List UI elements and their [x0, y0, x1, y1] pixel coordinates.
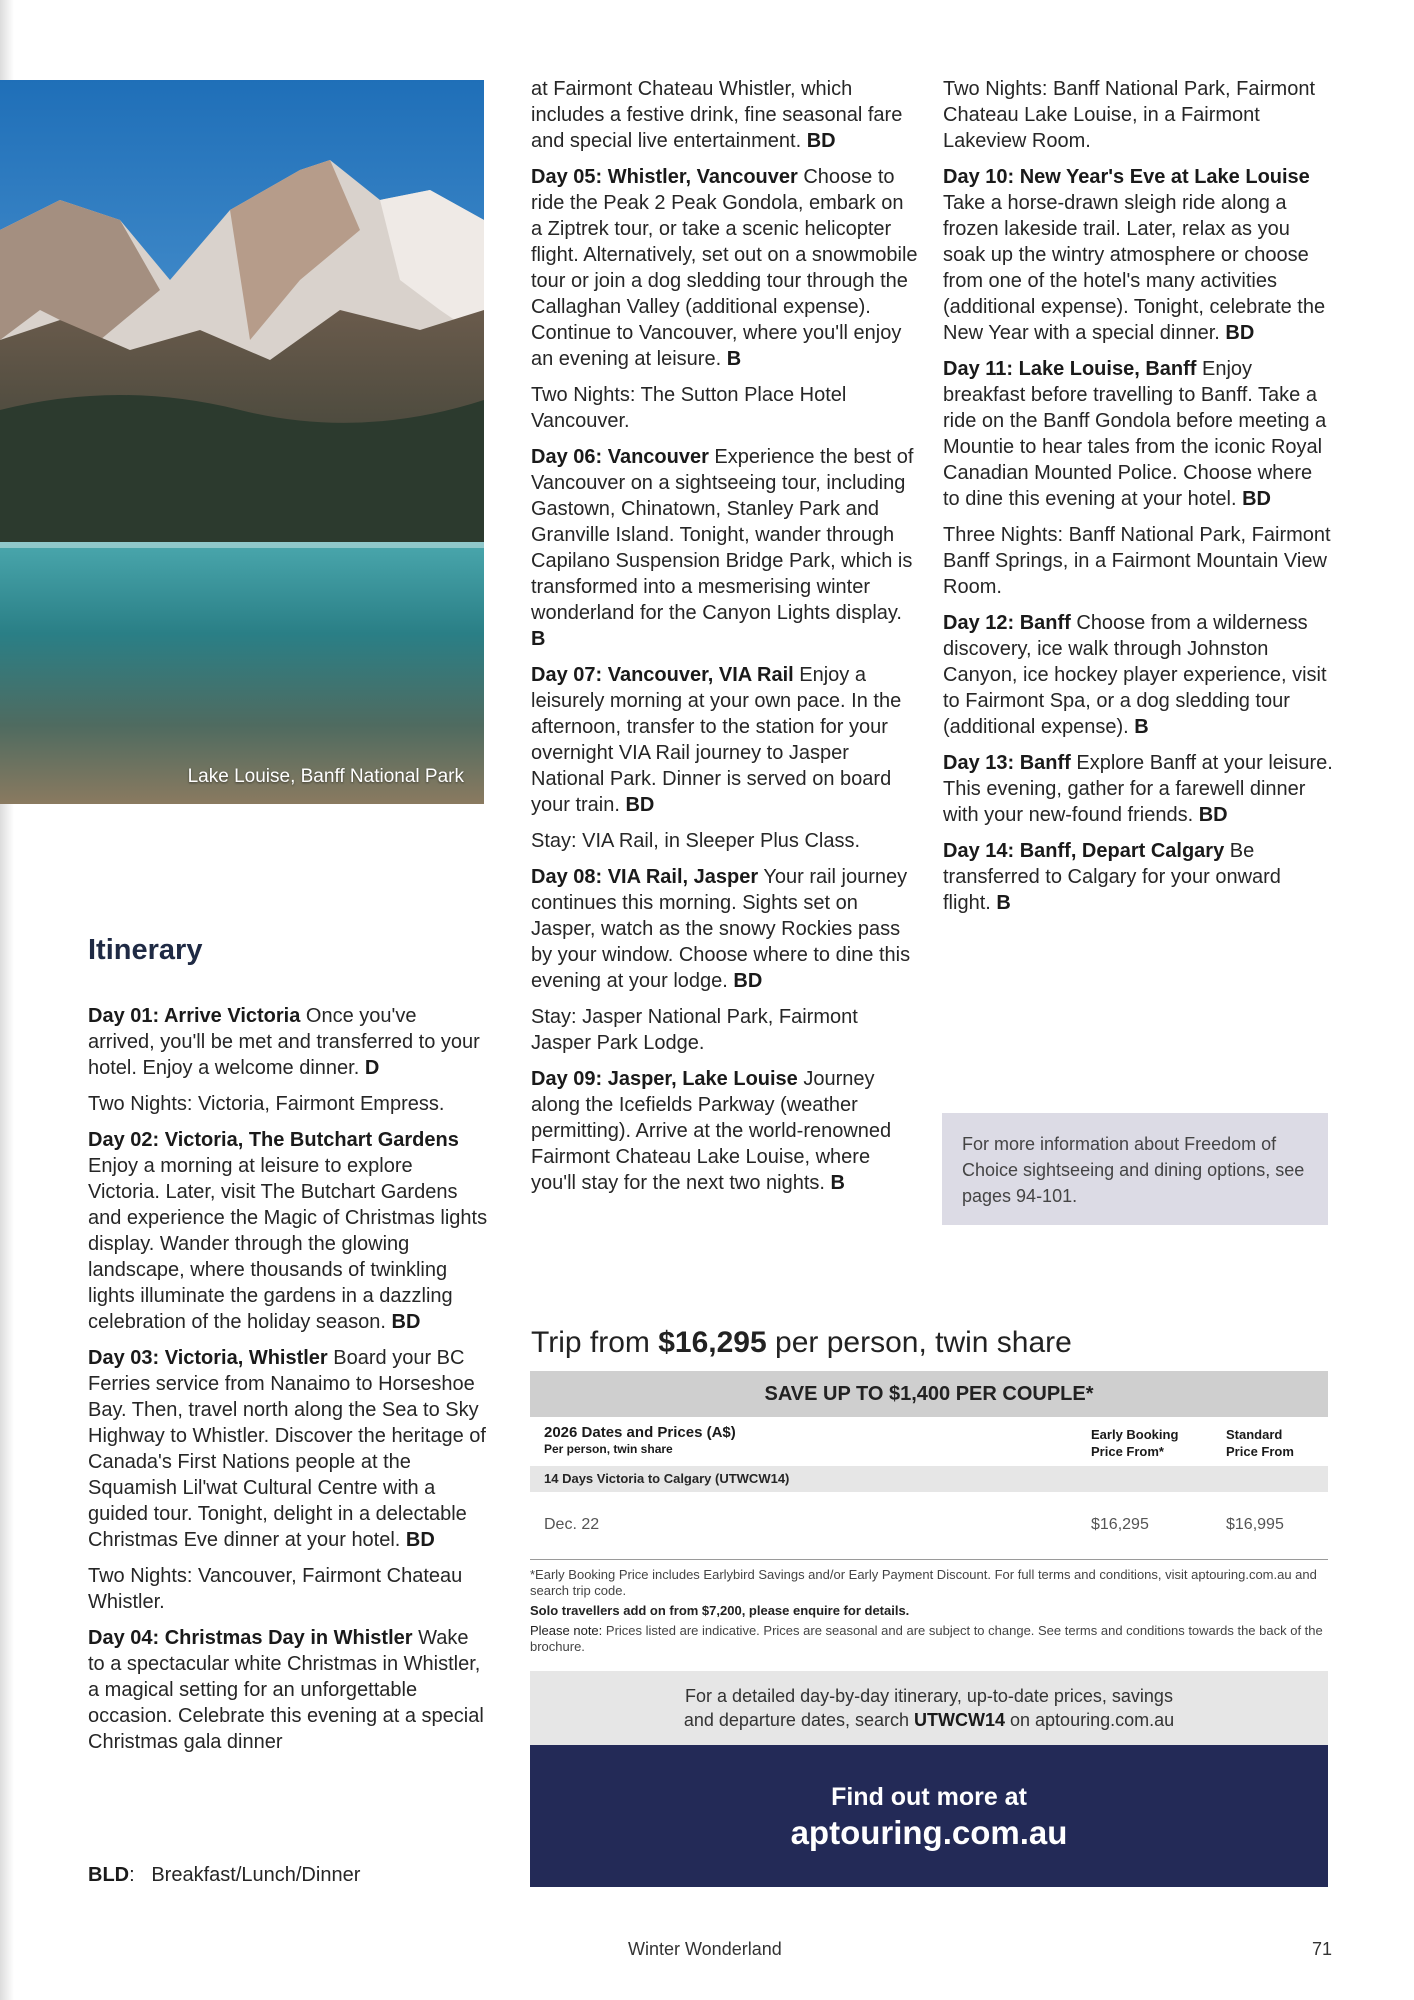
- meals-code: B: [996, 892, 1011, 914]
- meals-code: B: [1134, 716, 1149, 738]
- meals-code: BD: [1242, 488, 1271, 510]
- day-heading: Day 06: Vancouver: [531, 446, 709, 468]
- day-description: Three Nights: Banff National Park, Fairmont Banff Springs, in a Fairmont Mountain View Room.: [943, 524, 1331, 598]
- early-header-line1: Early Booking: [1091, 1427, 1179, 1442]
- itinerary-paragraph: [88, 1345, 488, 1553]
- itinerary-paragraph: [88, 1625, 488, 1755]
- itinerary-paragraph: [943, 750, 1333, 828]
- meals-code: BD: [405, 1529, 435, 1551]
- meals-code: BD: [806, 130, 836, 152]
- meals-code: B: [726, 348, 742, 370]
- itinerary-paragraph: [943, 164, 1333, 346]
- itinerary-paragraph: [531, 864, 919, 994]
- day-description: Wake to a spectacular white Christmas in Whistler, a magical setting for an unforgettable occasion. Celebrate this evening at a special Christmas gala dinner: [88, 1627, 484, 1753]
- save-banner: SAVE UP TO $1,400 PER COUPLE*: [530, 1371, 1328, 1417]
- day-heading: Day 05: Whistler, Vancouver: [531, 166, 798, 188]
- meals-code: B: [830, 1172, 845, 1194]
- day-description: Two Nights: Banff National Park, Fairmont Chateau Lake Louise, in a Fairmont Lakeview Room.: [943, 78, 1316, 152]
- footer-section-title: Winter Wonderland: [628, 1939, 782, 1959]
- early-booking-note: *Early Booking Price includes Earlybird Savings and/or Early Payment Discount. For full terms and conditions, visit aptouring.com.au and search trip code.: [530, 1567, 1317, 1598]
- trip-code-row: 14 Days Victoria to Calgary (UTWCW14): [530, 1466, 1328, 1492]
- itinerary-paragraph: [943, 838, 1333, 916]
- table-divider: [530, 1559, 1328, 1560]
- itinerary-title: Itinerary: [88, 934, 203, 966]
- please-note-text: Prices listed are indicative. Prices are seasonal and are subject to change. See terms and conditions towards the back of the brochure.: [530, 1623, 1323, 1654]
- day-heading: Day 02: Victoria, The Butchart Gardens: [88, 1129, 459, 1151]
- day-heading: Day 03: Victoria, Whistler: [88, 1347, 328, 1369]
- itinerary-paragraph: [943, 76, 1333, 154]
- itinerary-paragraph: [531, 662, 919, 818]
- table-header-sub: Per person, twin share: [544, 1442, 673, 1456]
- day-description: Enjoy a leisurely morning at your own pace. In the afternoon, transfer to the station for your overnight VIA Rail journey to Jasper National Park. Dinner is served on board your train.: [531, 664, 902, 816]
- meals-code: BD: [1225, 322, 1255, 344]
- day-description: Two Nights: The Sutton Place Hotel Vancouver.: [531, 384, 847, 432]
- trip-prefix: Trip from: [531, 1326, 659, 1359]
- cta-line1: Find out more at: [831, 1783, 1027, 1811]
- meals-code: BD: [625, 794, 655, 816]
- itinerary-column-1: [88, 1003, 488, 1765]
- trip-suffix: per person, twin share: [766, 1326, 1072, 1359]
- day-description: Take a horse-drawn sleigh ride along a frozen lakeside trail. Later, relax as you soak up the wintry atmosphere or choose from one of the hotel's many activities (additional expense). Tonight, celebrate the New Year with a special dinner.: [943, 192, 1326, 344]
- day-heading: Day 10: New Year's Eve at Lake Louise: [943, 166, 1310, 188]
- early-booking-price: $16,295: [1091, 1516, 1149, 1533]
- day-description: Choose from a wilderness discovery, ice walk through Johnston Canyon, ice hockey player experience, visit to Fairmont Spa, or a dog sledding tour (additional expense).: [943, 612, 1327, 738]
- itinerary-paragraph: [943, 522, 1333, 600]
- detail-line1: For a detailed day-by-day itinerary, up-to-date prices, savings: [685, 1686, 1173, 1706]
- meals-legend-text: Breakfast/Lunch/Dinner: [151, 1864, 361, 1886]
- meals-code: BD: [733, 970, 763, 992]
- standard-header-line1: Standard: [1226, 1427, 1283, 1442]
- trip-price-headline: [531, 1326, 1072, 1360]
- day-description: Enjoy a morning at leisure to explore Victoria. Later, visit The Butchart Gardens and experience the Magic of Christmas lights display. Wander through the glowing landscape, where thousands of twinkling lights illuminate the gardens in a dazzling celebration of the holiday season.: [88, 1155, 488, 1333]
- day-description: Be transferred to Calgary for your onward flight.: [943, 840, 1281, 914]
- day-heading: Day 13: Banff: [943, 752, 1071, 774]
- early-header-line2: Price From*: [1091, 1444, 1164, 1459]
- day-heading: Day 08: VIA Rail, Jasper: [531, 866, 759, 888]
- early-booking-header: [1091, 1426, 1178, 1460]
- detailed-itinerary-banner: [530, 1671, 1328, 1745]
- day-heading: Day 01: Arrive Victoria: [88, 1005, 301, 1027]
- itinerary-paragraph: [531, 828, 919, 854]
- day-heading: Day 04: Christmas Day in Whistler: [88, 1627, 413, 1649]
- itinerary-column-3: [943, 76, 1333, 926]
- itinerary-paragraph: [943, 356, 1333, 512]
- itinerary-paragraph: [531, 164, 919, 372]
- meals-legend-code: BLD: [88, 1864, 130, 1886]
- table-header-title: 2026 Dates and Prices (A$): [544, 1424, 736, 1441]
- day-description: Your rail journey continues this morning. Sights set on Jasper, watch as the snowy Rockies pass by your window. Choose where to dine this evening at your lodge.: [531, 866, 911, 992]
- solo-traveller-note: Solo travellers add on from $7,200, please enquire for details.: [530, 1603, 910, 1618]
- itinerary-paragraph: [531, 1004, 919, 1056]
- day-heading: Day 07: Vancouver, VIA Rail: [531, 664, 794, 686]
- standard-price-header: [1226, 1426, 1294, 1460]
- meals-code: D: [364, 1057, 380, 1079]
- meals-legend: [88, 1864, 360, 1887]
- day-description: at Fairmont Chateau Whistler, which includes a festive drink, fine seasonal fare and special live entertainment.: [531, 78, 903, 152]
- pricing-notes: [530, 1567, 1328, 1659]
- lake-louise-photo: [0, 80, 484, 804]
- itinerary-paragraph: [531, 1066, 919, 1196]
- day-description: Explore Banff at your leisure. This evening, gather for a farewell dinner with your new-found friends.: [943, 752, 1333, 826]
- day-description: Enjoy breakfast before travelling to Banff. Take a ride on the Banff Gondola before meeting a Mountie to hear tales from the iconic Royal Canadian Mounted Police. Choose where to dine this evening at your hotel.: [943, 358, 1327, 510]
- itinerary-paragraph: [88, 1563, 488, 1615]
- day-description: Journey along the Icefields Parkway (weather permitting). Arrive at the world-renowned Fairmont Chateau Lake Louise, where you'll stay for the next two nights.: [531, 1068, 892, 1194]
- day-heading: Day 12: Banff: [943, 612, 1071, 634]
- day-heading: Day 09: Jasper, Lake Louise: [531, 1068, 798, 1090]
- itinerary-paragraph: [531, 444, 919, 652]
- meals-code: BD: [391, 1311, 421, 1333]
- photo-caption: Lake Louise, Banff National Park: [187, 766, 464, 787]
- please-note-label: Please note:: [530, 1623, 603, 1638]
- day-description: Board your BC Ferries service from Nanaimo to Horseshoe Bay. Then, travel north along the Sea to Sky Highway to Whistler. Discover the heritage of Canada's First Nations people at the Squamish Lil'wat Cultural Centre with a guided tour. Tonight, delight in a delectable Christmas Eve dinner at your hotel.: [88, 1347, 486, 1551]
- meals-legend-sep: :: [129, 1864, 135, 1886]
- itinerary-paragraph: [88, 1091, 488, 1117]
- standard-price: $16,995: [1226, 1516, 1284, 1533]
- trip-price: $16,295: [658, 1326, 767, 1359]
- day-description: Stay: Jasper National Park, Fairmont Jasper Park Lodge.: [531, 1006, 858, 1054]
- day-description: Choose to ride the Peak 2 Peak Gondola, embark on a Ziptrek tour, or take a scenic helicopter flight. Alternatively, set out on a snowmobile tour or join a dog sledding tour through the Callaghan Valley (additional expense). Continue to Vancouver, where you'll enjoy an evening at leisure.: [531, 166, 918, 370]
- standard-header-line2: Price From: [1226, 1444, 1294, 1459]
- page-number: 71: [1312, 1939, 1333, 1959]
- trip-code: UTWCW14: [914, 1710, 1006, 1730]
- meals-code: BD: [1198, 804, 1228, 826]
- departure-date: Dec. 22: [544, 1516, 600, 1533]
- find-out-more-banner[interactable]: [530, 1745, 1328, 1887]
- itinerary-paragraph: [531, 76, 919, 154]
- meals-code: B: [531, 628, 546, 650]
- please-note: [530, 1623, 1328, 1655]
- day-description: Once you've arrived, you'll be met and transferred to your hotel. Enjoy a welcome dinner.: [88, 1005, 480, 1079]
- itinerary-column-2: [531, 76, 919, 1206]
- itinerary-paragraph: [88, 1003, 488, 1081]
- detail-line2: and departure dates, search UTWCW14 on aptouring.com.au: [683, 1710, 1175, 1730]
- itinerary-paragraph: [531, 382, 919, 434]
- day-heading: Day 11: Lake Louise, Banff: [943, 358, 1197, 380]
- day-heading: Day 14: Banff, Depart Calgary: [943, 840, 1225, 862]
- day-description: Experience the best of Vancouver on a sightseeing tour, including Gastown, Chinatown, Stanley Park and Granville Island. Tonight, wander through Capilano Suspension Bridge Park, which is transformed into a mesmerising winter wonderland for the Canyon Lights display.: [531, 446, 914, 624]
- itinerary-paragraph: [88, 1127, 488, 1335]
- table-header-title-cell: [544, 1424, 736, 1458]
- freedom-of-choice-info-box: For more information about Freedom of Choice sightseeing and dining options, see pages 94-101.: [942, 1113, 1328, 1225]
- day-description: Two Nights: Vancouver, Fairmont Chateau Whistler.: [88, 1565, 463, 1613]
- day-description: Two Nights: Victoria, Fairmont Empress.: [88, 1093, 445, 1115]
- day-description: Stay: VIA Rail, in Sleeper Plus Class.: [531, 830, 861, 852]
- itinerary-paragraph: [943, 610, 1333, 740]
- cta-website-link[interactable]: aptouring.com.au: [790, 1814, 1068, 1851]
